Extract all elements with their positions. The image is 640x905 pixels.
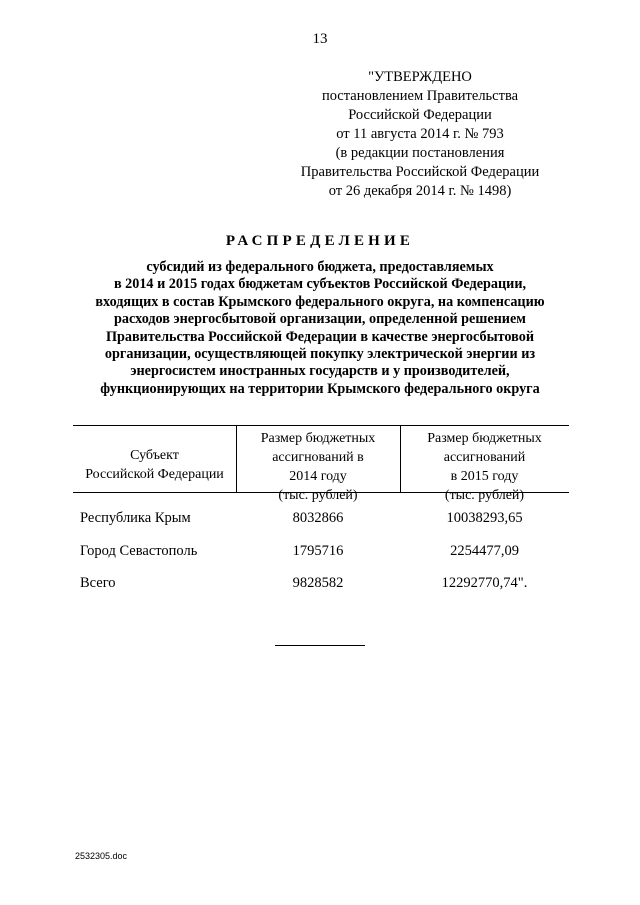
approval-block xyxy=(300,68,540,201)
footer-file-name: 2532305.doc xyxy=(75,851,128,861)
header-line: Размер бюджетных xyxy=(260,431,376,446)
approval-line: "УТВЕРЖДЕНО xyxy=(368,69,472,85)
budget-2014-cell: 8032866 xyxy=(292,510,344,526)
approval-line: постановлением Правительства xyxy=(321,88,519,104)
budget-2015-cell: 12292770,74". xyxy=(441,575,528,591)
page-number: 13 xyxy=(312,31,328,47)
header-line: (тыс. рублей) xyxy=(278,488,358,503)
approval-line: от 26 декабря 2014 г. № 1498) xyxy=(328,183,512,199)
approval-line: (в редакции постановления xyxy=(335,145,505,161)
subtitle-line: субсидий из федерального бюджета, предоставляемых xyxy=(146,259,494,275)
subtitle-line: Правительства Российской Федерации в качестве энергосбытовой xyxy=(105,328,535,345)
subtitle-line: в 2014 и 2015 годах бюджетам субъектов Российской Федерации, xyxy=(113,276,527,293)
budget-2015-cell: 2254477,09 xyxy=(450,543,519,559)
document-title: РАСПРЕДЕЛЕНИЕ xyxy=(225,233,415,249)
header-line: 2014 году xyxy=(289,469,347,484)
approval-line: Правительства Российской Федерации xyxy=(300,164,540,180)
table-row xyxy=(0,510,640,530)
header-line: в 2015 году xyxy=(450,469,519,484)
subtitle-line: организации, осуществляющей покупку электрической энергии из xyxy=(104,346,536,363)
end-of-document-rule xyxy=(275,645,365,646)
table-row xyxy=(0,543,640,563)
subtitle-line: функционирующих на территории Крымского федерального округа xyxy=(100,380,540,397)
header-budget-2014 xyxy=(236,429,400,505)
subject-name-cell: Всего xyxy=(80,575,116,591)
budget-2014-cell: 1795716 xyxy=(292,543,344,559)
approval-line: Российской Федерации xyxy=(348,107,492,123)
header-line: Субъект xyxy=(130,448,179,463)
document-subtitle xyxy=(60,259,580,398)
table-row-total xyxy=(0,575,640,595)
subtitle-line: расходов энергосбытовой организации, определенной решением xyxy=(114,311,526,328)
header-subject xyxy=(73,446,236,484)
header-budget-2015 xyxy=(400,429,569,505)
header-line: ассигнований xyxy=(443,450,526,465)
subject-name-cell: Республика Крым xyxy=(80,510,191,526)
subtitle-line: входящих в состав Крымского федерального округа, на компенсацию xyxy=(95,293,545,310)
subtitle-line: энергосистем иностранных государств и у производителей, xyxy=(130,363,510,380)
subject-name-cell: Город Севастополь xyxy=(80,543,198,559)
budget-2015-cell: 10038293,65 xyxy=(446,510,523,526)
header-line: (тыс. рублей) xyxy=(444,488,525,503)
table-top-rule xyxy=(73,425,569,426)
header-line: Российской Федерации xyxy=(85,467,224,482)
header-line: Размер бюджетных xyxy=(427,431,542,446)
header-line: ассигнований в xyxy=(272,450,364,465)
approval-line: от 11 августа 2014 г. № 793 xyxy=(336,126,504,142)
budget-2014-cell: 9828582 xyxy=(292,575,344,591)
